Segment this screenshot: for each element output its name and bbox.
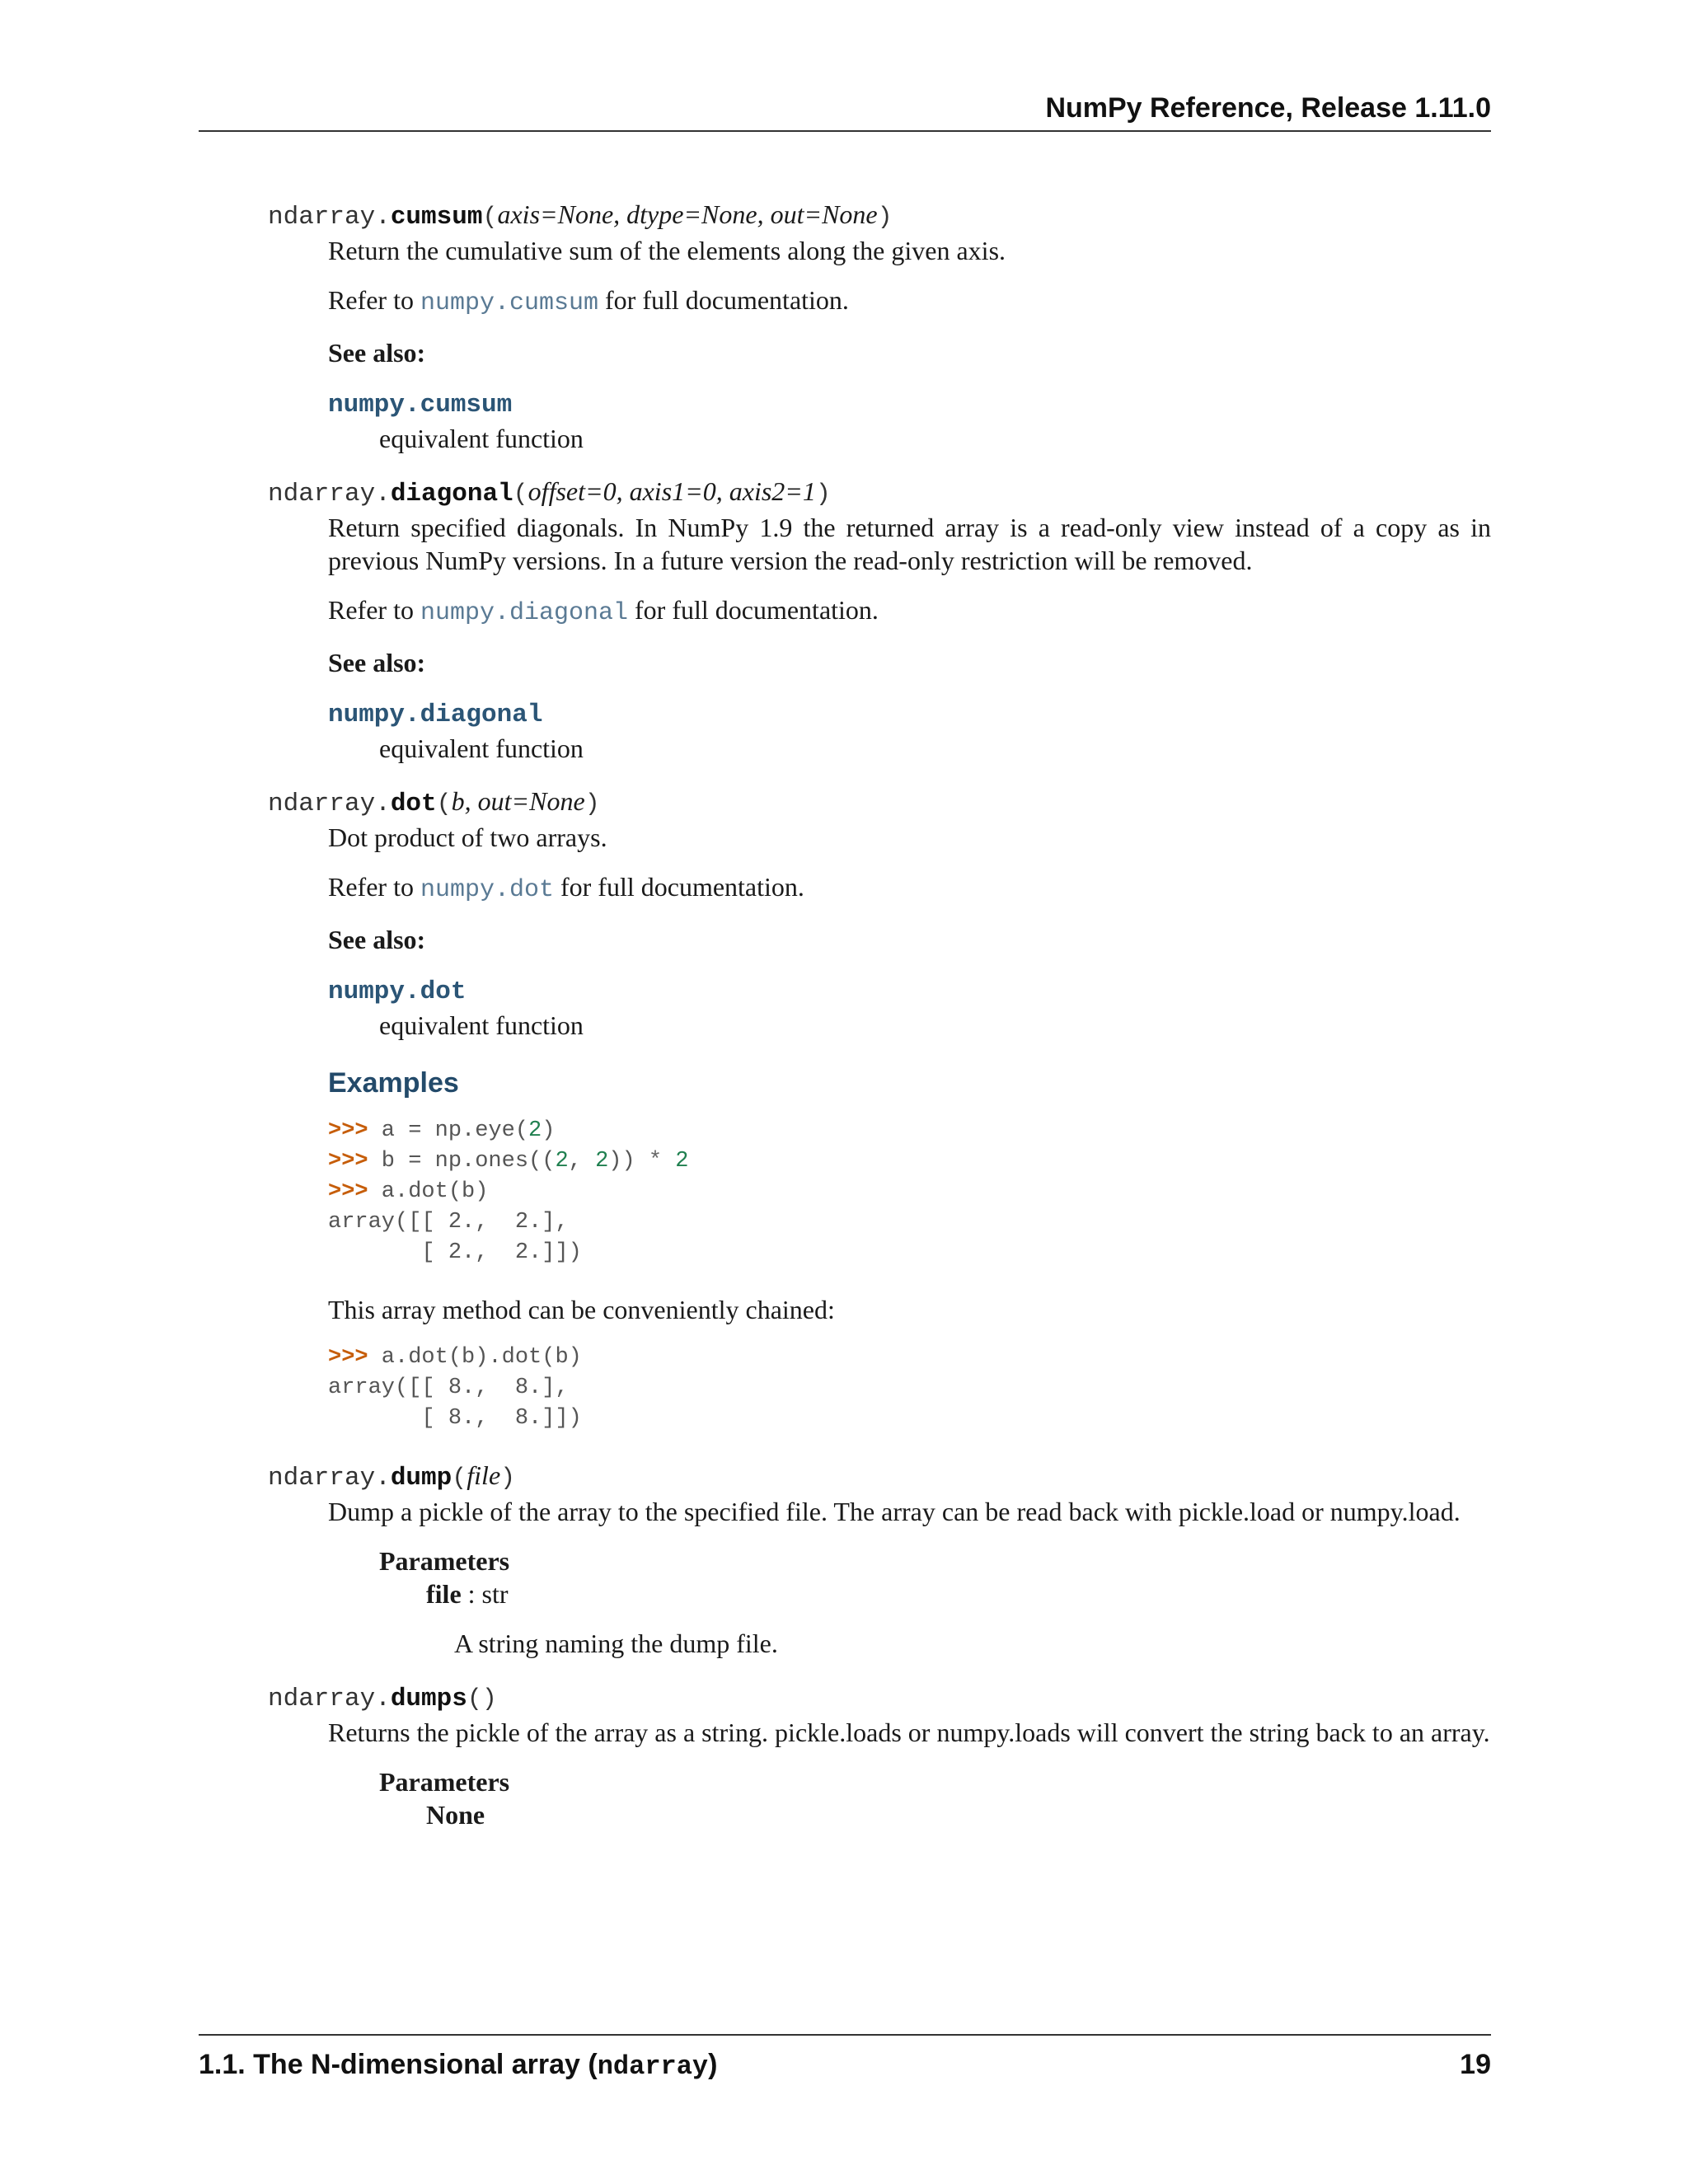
entry-cumsum: ndarray.cumsum(axis=None, dtype=None, out=None) Return the cumulative sum of the elements along the given axis. Refer to numpy.cumsum for full documentation. See also: numpy.cumsum equivalent function	[268, 198, 1491, 455]
footer-section-title: 1.1. The N-dimensional array (ndarray)	[199, 2049, 718, 2082]
entry-diagonal: ndarray.diagonal(offset=0, axis1=0, axis2=1) Return specified diagonals. In NumPy 1.9 the returned array is a read-only view instead of a copy as in previous NumPy versions. In a future version the read-only restriction will be removed. Refer to numpy.diagonal for full documentation. See also: numpy.diagonal equivalent function	[268, 476, 1491, 763]
summary: Dot product of two arrays.	[328, 823, 607, 852]
param-none: None	[426, 1800, 485, 1830]
summary: Return specified diagonals. In NumPy 1.9 the returned array is a read-only view instead of a copy as in previous NumPy versions. In a future version the read-only restriction will be removed.	[328, 513, 1491, 575]
see-also-heading: See also:	[328, 338, 426, 368]
summary: Return the cumulative sum of the elements along the given axis.	[328, 236, 1006, 265]
link-numpy-cumsum[interactable]: numpy.cumsum	[420, 289, 598, 317]
see-also-desc: equivalent function	[379, 424, 584, 453]
signature-cumsum: ndarray.cumsum(axis=None, dtype=None, out=None)	[268, 199, 893, 232]
examples-heading: Examples	[328, 1067, 459, 1099]
parameters-block	[379, 1544, 1491, 1660]
method-name: dumps	[390, 1685, 467, 1713]
parameters-block	[379, 1765, 1491, 1831]
page-number: 19	[1460, 2049, 1491, 2080]
signature-dot: ndarray.dot(b, out=None)	[268, 786, 600, 818]
see-also-desc: equivalent function	[379, 733, 584, 763]
parameters-heading: Parameters	[379, 1546, 510, 1576]
method-name: cumsum	[390, 203, 483, 232]
page-header	[199, 89, 1491, 132]
link-numpy-diagonal[interactable]: numpy.diagonal	[420, 599, 628, 627]
document-content	[268, 198, 1491, 1851]
see-also-link[interactable]: numpy.diagonal	[328, 701, 543, 729]
see-also-heading: See also:	[328, 925, 426, 954]
signature-dumps: ndarray.dumps()	[268, 1685, 497, 1713]
summary: Dump a pickle of the array to the specified file. The array can be read back with pickle.load or numpy.load.	[328, 1497, 1461, 1526]
page-footer	[199, 2034, 1491, 2082]
param-file: file : str	[426, 1579, 509, 1609]
see-also-link[interactable]: numpy.cumsum	[328, 391, 513, 419]
method-name: diagonal	[390, 480, 513, 509]
code-block-dot: >>> a = np.eye(2) >>> b = np.ones((2, 2)) * 2 >>> a.dot(b) array([[ 2., 2.], [ 2., 2.]])	[328, 1118, 689, 1265]
summary: Returns the pickle of the array as a string. pickle.loads or numpy.loads will convert the string back to an array.	[328, 1718, 1490, 1747]
entry-dump	[268, 1459, 1491, 1660]
link-numpy-dot[interactable]: numpy.dot	[420, 876, 554, 904]
see-also-desc: equivalent function	[379, 1010, 584, 1040]
code-block-chain: >>> a.dot(b).dot(b) array([[ 8., 8.], [ 8., 8.]])	[328, 1345, 582, 1431]
method-name: dot	[390, 790, 437, 818]
parameters-heading: Parameters	[379, 1767, 510, 1797]
entry-dumps	[268, 1680, 1491, 1831]
entry-dot: ndarray.dot(b, out=None) Dot product of two arrays. Refer to numpy.dot for full documentation. See also: numpy.dot equivalent function Examples >>> a = np.eye(2) >>> b = np.ones((2, 2)) * 2 >>> a.dot(b) array([[ 2., 2.], [ 2., 2.]]) This array method can be conveniently chained: >>> a.dot(b).dot(b) array([[ 8., 8.], [ 8., 8.]])	[268, 785, 1491, 1434]
signature-diagonal: ndarray.diagonal(offset=0, axis1=0, axis2=1)	[268, 476, 831, 509]
see-also-heading: See also:	[328, 648, 426, 677]
chain-text: This array method can be conveniently chained:	[328, 1295, 835, 1324]
param-file-desc: A string naming the dump file.	[454, 1629, 778, 1658]
method-name: dump	[390, 1464, 452, 1493]
header-title: NumPy Reference, Release 1.11.0	[1045, 92, 1491, 124]
signature-dump: ndarray.dump(file)	[268, 1460, 516, 1493]
see-also-link[interactable]: numpy.dot	[328, 977, 467, 1006]
